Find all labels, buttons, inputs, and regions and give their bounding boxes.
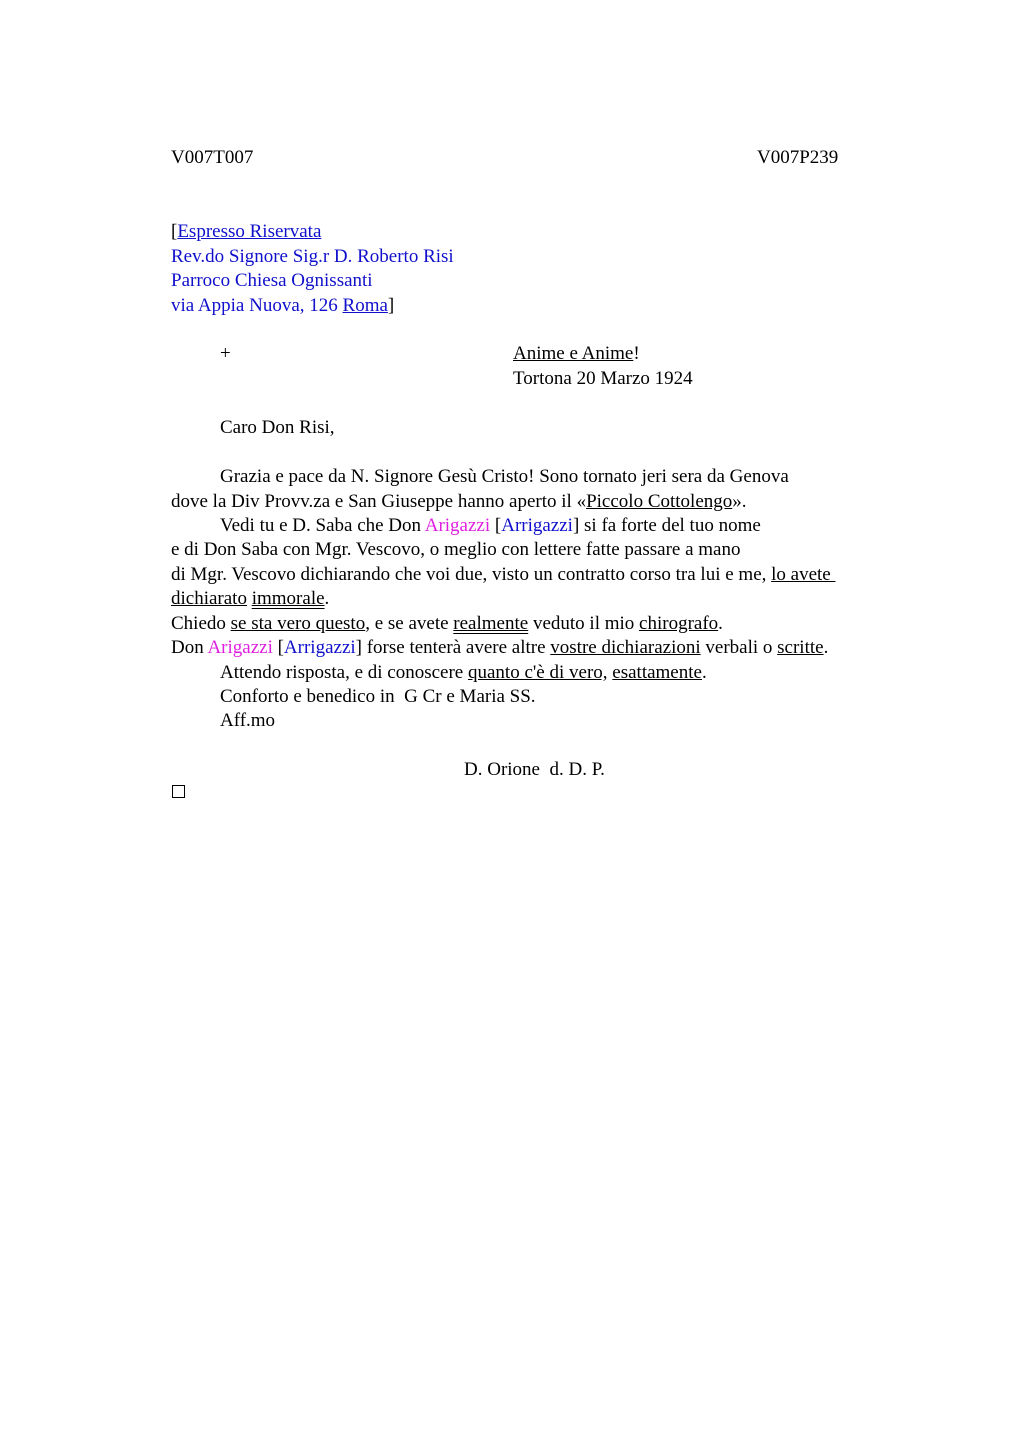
- signature: D. Orione d. D. P.: [464, 759, 605, 780]
- address-espresso: Espresso Riservata: [177, 221, 322, 242]
- motto: Anime e Anime!: [513, 343, 640, 364]
- document-code-left: V007T007: [171, 147, 254, 168]
- date-place: Tortona 20 Marzo 1924: [513, 368, 693, 389]
- address-line-2: Rev.do Signore Sig.r D. Roberto Risi: [171, 246, 454, 267]
- body-line-3: Vedi tu e D. Saba che Don Arigazzi [Arrigazzi] si fa forte del tuo nome: [220, 515, 761, 536]
- body-line-11: Aff.mo: [220, 710, 276, 731]
- body-line-5: di Mgr. Vescovo dichiarando che voi due, visto un contratto corso tra lui e me, lo avete: [171, 564, 836, 585]
- address-line-1: [Espresso Riservata: [171, 221, 322, 242]
- body-line-9: Attendo risposta, e di conoscere quanto c'è di vero, esattamente.: [220, 662, 707, 683]
- cross-symbol: +: [220, 343, 231, 364]
- document-code-right: V007P239: [757, 147, 839, 168]
- body-line-1: Grazia e pace da N. Signore Gesù Cristo! Sono tornato jeri sera da Genova: [220, 466, 789, 487]
- body-line-7: Chiedo se sta vero questo, e se avete realmente veduto il mio chirografo.: [171, 613, 723, 634]
- name-corrected: Arrigazzi: [501, 515, 573, 536]
- address-line-4: via Appia Nuova, 126 Roma]: [171, 295, 395, 316]
- name-original: Arigazzi: [424, 515, 491, 536]
- body-line-4: e di Don Saba con Mgr. Vescovo, o meglio con lettere fatte passare a mano: [171, 539, 741, 560]
- name-corrected: Arrigazzi: [283, 637, 356, 658]
- body-line-8: Don Arigazzi [Arrigazzi] forse tenterà avere altre vostre dichiarazioni verbali o scritte.: [171, 637, 829, 658]
- address-line-3: Parroco Chiesa Ognissanti: [171, 270, 373, 291]
- body-line-6: dichiarato immorale.: [171, 588, 330, 609]
- body-line-2: dove la Div Provv.za e San Giuseppe hanno aperto il «Piccolo Cottolengo».: [171, 491, 747, 512]
- salutation: Caro Don Risi,: [220, 417, 335, 438]
- name-original: Arigazzi: [207, 637, 273, 658]
- body-line-10: Conforto e benedico in G Cr e Maria SS.: [220, 686, 536, 707]
- end-marker-square-icon: [172, 785, 185, 798]
- address-city: Roma: [342, 295, 388, 316]
